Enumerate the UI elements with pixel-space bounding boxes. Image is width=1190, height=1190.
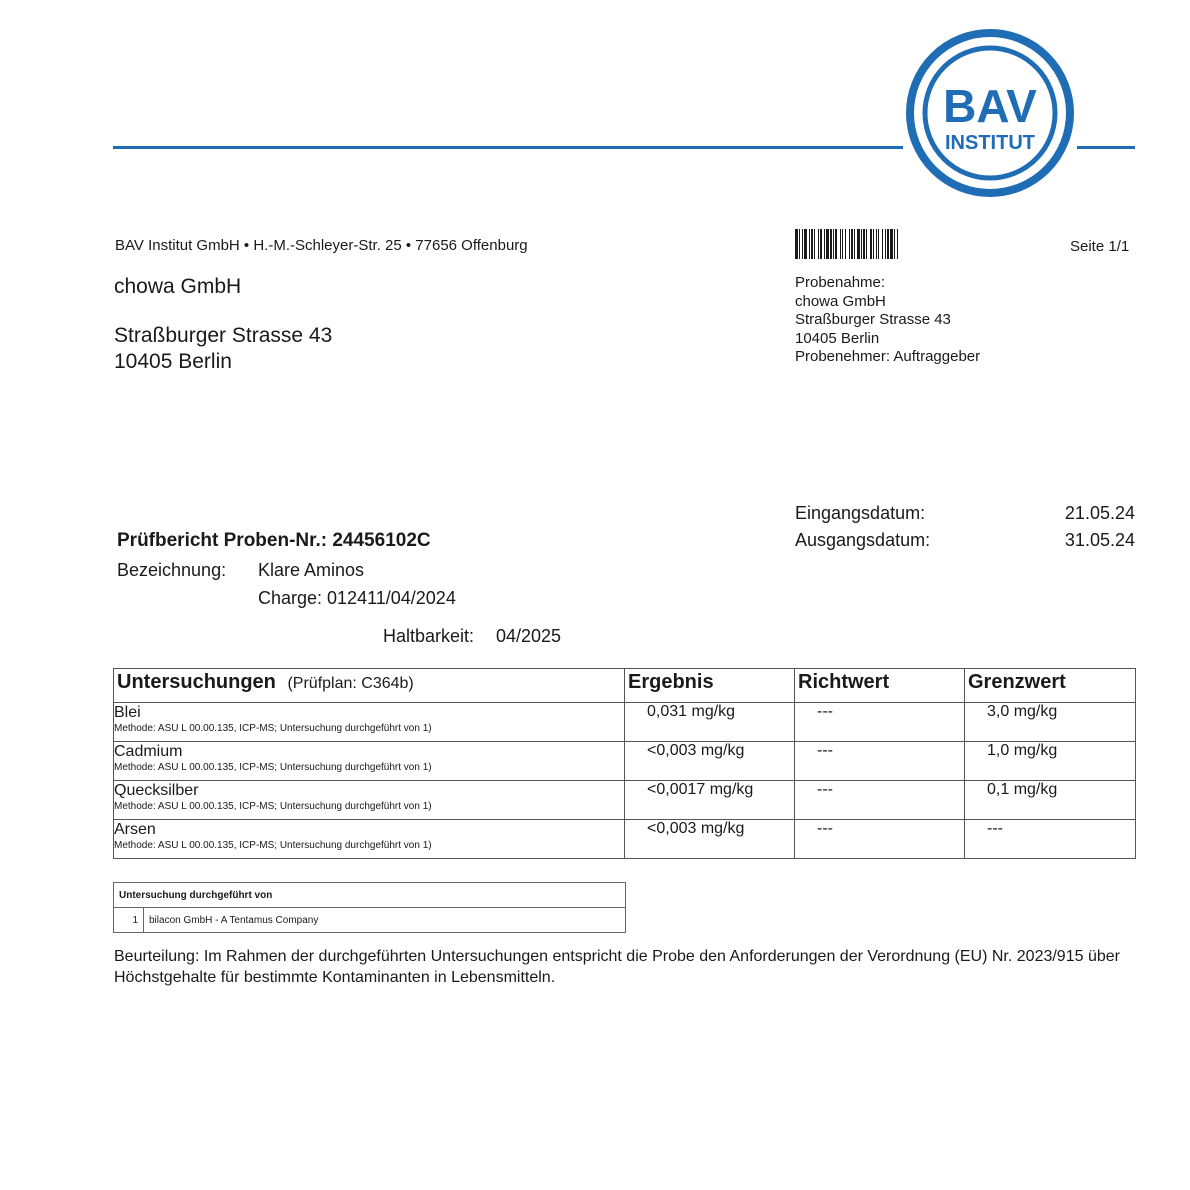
header-untersuchungen	[114, 669, 625, 703]
lab-table	[113, 882, 626, 933]
header-untersuchungen-label: Untersuchungen	[117, 671, 276, 693]
richtwert-value: ---	[795, 742, 965, 781]
haltbarkeit-value: 04/2025	[496, 626, 562, 646]
results-header-row	[114, 669, 1136, 703]
recipient-company: chowa GmbH	[114, 275, 242, 298]
report-title: Prüfbericht Proben-Nr.: 24456102C	[117, 530, 431, 551]
header-ergebnis: Ergebnis	[625, 669, 795, 703]
header-rule-left	[113, 146, 903, 149]
eingangsdatum-row	[795, 503, 1135, 524]
probenahme-street: Straßburger Strasse 43	[795, 311, 951, 328]
grenzwert-value: 1,0 mg/kg	[965, 742, 1136, 781]
beurteilung-text: Beurteilung: Im Rahmen der durchgeführten Untersuchungen entspricht die Probe den Anforderungen der Verordnung (EU) Nr. 2023/915 über Höchstgehalte für bestimmte Kontaminanten in Lebensmitteln.	[114, 948, 1120, 986]
lab-header-row	[114, 883, 626, 908]
logo-bav-text: BAV	[943, 80, 1037, 132]
header-rule-right	[1077, 146, 1135, 149]
analyte-name: Quecksilber	[114, 782, 199, 799]
lab-number: 1	[114, 908, 144, 933]
barcode	[795, 229, 1000, 259]
richtwert-value: ---	[795, 703, 965, 742]
analyte-method: Methode: ASU L 00.00.135, ICP-MS; Untersuchung durchgeführt von 1)	[114, 762, 432, 773]
analyte-cell	[114, 703, 625, 742]
ergebnis-value: 0,031 mg/kg	[625, 703, 795, 742]
lab-row	[114, 908, 626, 933]
probenahme-city: 10405 Berlin	[795, 329, 880, 347]
ergebnis-value: <0,003 mg/kg	[625, 820, 795, 859]
analyte-method: Methode: ASU L 00.00.135, ICP-MS; Untersuchung durchgeführt von 1)	[114, 840, 432, 851]
analyte-cell	[114, 781, 625, 820]
ergebnis-value: <0,0017 mg/kg	[625, 781, 795, 820]
probenahme-label: Probenahme:	[795, 274, 886, 291]
bezeichnung-value: Klare Aminos	[258, 560, 365, 580]
bav-institut-logo	[905, 28, 1075, 198]
probenahme-block	[795, 274, 980, 367]
logo-institut-text: INSTITUT	[945, 132, 1035, 154]
table-row	[114, 781, 1136, 820]
charge: Charge: 012411/04/2024	[258, 588, 456, 608]
analyte-method: Methode: ASU L 00.00.135, ICP-MS; Untersuchung durchgeführt von 1)	[114, 801, 432, 812]
table-row	[114, 703, 1136, 742]
sender-line: BAV Institut GmbH • H.-M.-Schleyer-Str. 25 • 77656 Offenburg	[115, 237, 528, 254]
grenzwert-value: 0,1 mg/kg	[965, 781, 1136, 820]
ausgangsdatum-label: Ausgangsdatum:	[795, 530, 931, 550]
header-grenzwert: Grenzwert	[965, 669, 1136, 703]
analyte-name: Arsen	[114, 821, 156, 838]
header-richtwert: Richtwert	[795, 669, 965, 703]
header-pruefplan: (Prüfplan: C364b)	[287, 675, 414, 692]
ergebnis-value: <0,003 mg/kg	[625, 742, 795, 781]
probenehmer: Probenehmer: Auftraggeber	[795, 348, 981, 365]
page-number: Seite 1/1	[1070, 238, 1130, 255]
ausgangsdatum-value: 31.05.24	[1064, 530, 1135, 550]
recipient-street: Straßburger Strasse 43	[114, 324, 333, 347]
ausgangsdatum-row	[795, 530, 1135, 551]
analyte-cell	[114, 742, 625, 781]
analyte-method: Methode: ASU L 00.00.135, ICP-MS; Untersuchung durchgeführt von 1)	[114, 723, 432, 734]
richtwert-value: ---	[795, 781, 965, 820]
table-row	[114, 820, 1136, 859]
eingangsdatum-value: 21.05.24	[1064, 503, 1135, 523]
results-table	[113, 668, 1136, 859]
analyte-name: Cadmium	[114, 743, 183, 760]
analyte-cell	[114, 820, 625, 859]
probenahme-company: chowa GmbH	[795, 292, 886, 310]
eingangsdatum-label: Eingangsdatum:	[795, 503, 926, 523]
bezeichnung-label: Bezeichnung:	[117, 560, 227, 580]
recipient-city: 10405 Berlin	[114, 350, 232, 373]
table-row	[114, 742, 1136, 781]
lab-header: Untersuchung durchgeführt von	[114, 883, 626, 908]
grenzwert-value: 3,0 mg/kg	[965, 703, 1136, 742]
richtwert-value: ---	[795, 820, 965, 859]
lab-name: bilacon GmbH - A Tentamus Company	[144, 908, 626, 933]
haltbarkeit-label: Haltbarkeit:	[383, 626, 475, 646]
grenzwert-value: ---	[965, 820, 1136, 859]
analyte-name: Blei	[114, 704, 141, 721]
